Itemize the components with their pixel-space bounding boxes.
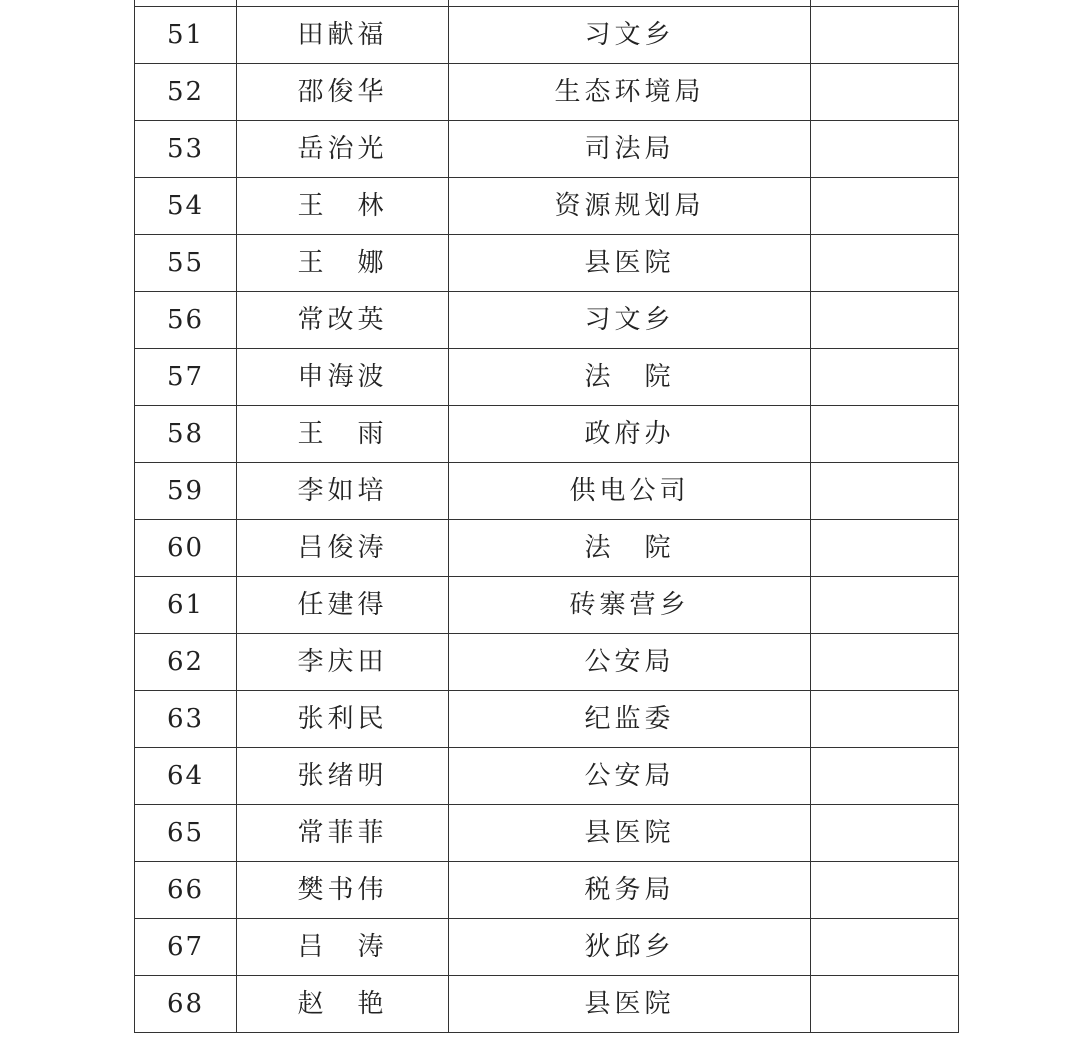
- person-name: 李如培: [237, 463, 449, 520]
- work-unit: 砖寨营乡: [449, 577, 811, 634]
- work-unit: 生态环境局: [449, 64, 811, 121]
- remarks-cell: [811, 862, 959, 919]
- row-number: 55: [135, 235, 237, 292]
- person-name: 王 林: [237, 178, 449, 235]
- work-unit: 供电公司: [449, 463, 811, 520]
- roster-table-container: [134, 0, 958, 1033]
- remarks-cell: [811, 64, 959, 121]
- row-number: 63: [135, 691, 237, 748]
- person-name: 岳治光: [237, 121, 449, 178]
- table-row: [135, 349, 959, 406]
- table-row: [135, 805, 959, 862]
- table-row: [135, 577, 959, 634]
- table-row: [135, 748, 959, 805]
- remarks-cell: [811, 634, 959, 691]
- work-unit: 公安局: [449, 634, 811, 691]
- person-name: 吕俊涛: [237, 520, 449, 577]
- table-row: [135, 178, 959, 235]
- person-name: 邵俊华: [237, 64, 449, 121]
- row-number: 58: [135, 406, 237, 463]
- table-row: [135, 121, 959, 178]
- row-number: 59: [135, 463, 237, 520]
- table-row: [135, 862, 959, 919]
- person-name: 李庆田: [237, 634, 449, 691]
- person-name: 任建得: [237, 577, 449, 634]
- person-name: 王 娜: [237, 235, 449, 292]
- person-name: 樊书伟: [237, 862, 449, 919]
- table-row: [135, 919, 959, 976]
- table-row: [135, 7, 959, 64]
- table-row: [135, 64, 959, 121]
- person-name: 常菲菲: [237, 805, 449, 862]
- work-unit: 习文乡: [449, 7, 811, 64]
- row-number: 51: [135, 7, 237, 64]
- remarks-cell: [811, 577, 959, 634]
- row-number: 64: [135, 748, 237, 805]
- remarks-cell: [811, 178, 959, 235]
- person-name: 赵 艳: [237, 976, 449, 1033]
- person-name: 张利民: [237, 691, 449, 748]
- remarks-cell: [811, 121, 959, 178]
- remarks-cell: [811, 235, 959, 292]
- roster-table: [134, 0, 959, 1033]
- remarks-cell: [811, 976, 959, 1033]
- row-number: 61: [135, 577, 237, 634]
- remarks-cell: [811, 349, 959, 406]
- row-number: 52: [135, 64, 237, 121]
- work-unit: 司法局: [449, 121, 811, 178]
- table-row: [135, 691, 959, 748]
- table-row: [135, 235, 959, 292]
- row-number: 66: [135, 862, 237, 919]
- row-number: 62: [135, 634, 237, 691]
- row-number: 57: [135, 349, 237, 406]
- person-name: 常改英: [237, 292, 449, 349]
- table-row: [135, 976, 959, 1033]
- remarks-cell: [811, 7, 959, 64]
- work-unit: 纪监委: [449, 691, 811, 748]
- work-unit: 县医院: [449, 235, 811, 292]
- row-number: 60: [135, 520, 237, 577]
- work-unit: 习文乡: [449, 292, 811, 349]
- work-unit: 政府办: [449, 406, 811, 463]
- row-number: 53: [135, 121, 237, 178]
- person-name: 张绪明: [237, 748, 449, 805]
- work-unit: 法 院: [449, 349, 811, 406]
- row-number: 54: [135, 178, 237, 235]
- table-row: [135, 406, 959, 463]
- remarks-cell: [811, 292, 959, 349]
- person-name: 王 雨: [237, 406, 449, 463]
- work-unit: 狄邱乡: [449, 919, 811, 976]
- work-unit: 县医院: [449, 805, 811, 862]
- work-unit: 县医院: [449, 976, 811, 1033]
- row-number: 65: [135, 805, 237, 862]
- row-number: 68: [135, 976, 237, 1033]
- remarks-cell: [811, 691, 959, 748]
- remarks-cell: [811, 919, 959, 976]
- work-unit: 税务局: [449, 862, 811, 919]
- work-unit: 资源规划局: [449, 178, 811, 235]
- remarks-cell: [811, 805, 959, 862]
- row-number: 67: [135, 919, 237, 976]
- roster-table-body: [135, 0, 959, 1033]
- table-row: [135, 634, 959, 691]
- work-unit: 法 院: [449, 520, 811, 577]
- remarks-cell: [811, 520, 959, 577]
- remarks-cell: [811, 748, 959, 805]
- remarks-cell: [811, 463, 959, 520]
- table-row: [135, 520, 959, 577]
- remarks-cell: [811, 406, 959, 463]
- table-row: [135, 292, 959, 349]
- person-name: 田献福: [237, 7, 449, 64]
- person-name: 申海波: [237, 349, 449, 406]
- person-name: 吕 涛: [237, 919, 449, 976]
- table-row: [135, 463, 959, 520]
- row-number: 56: [135, 292, 237, 349]
- work-unit: 公安局: [449, 748, 811, 805]
